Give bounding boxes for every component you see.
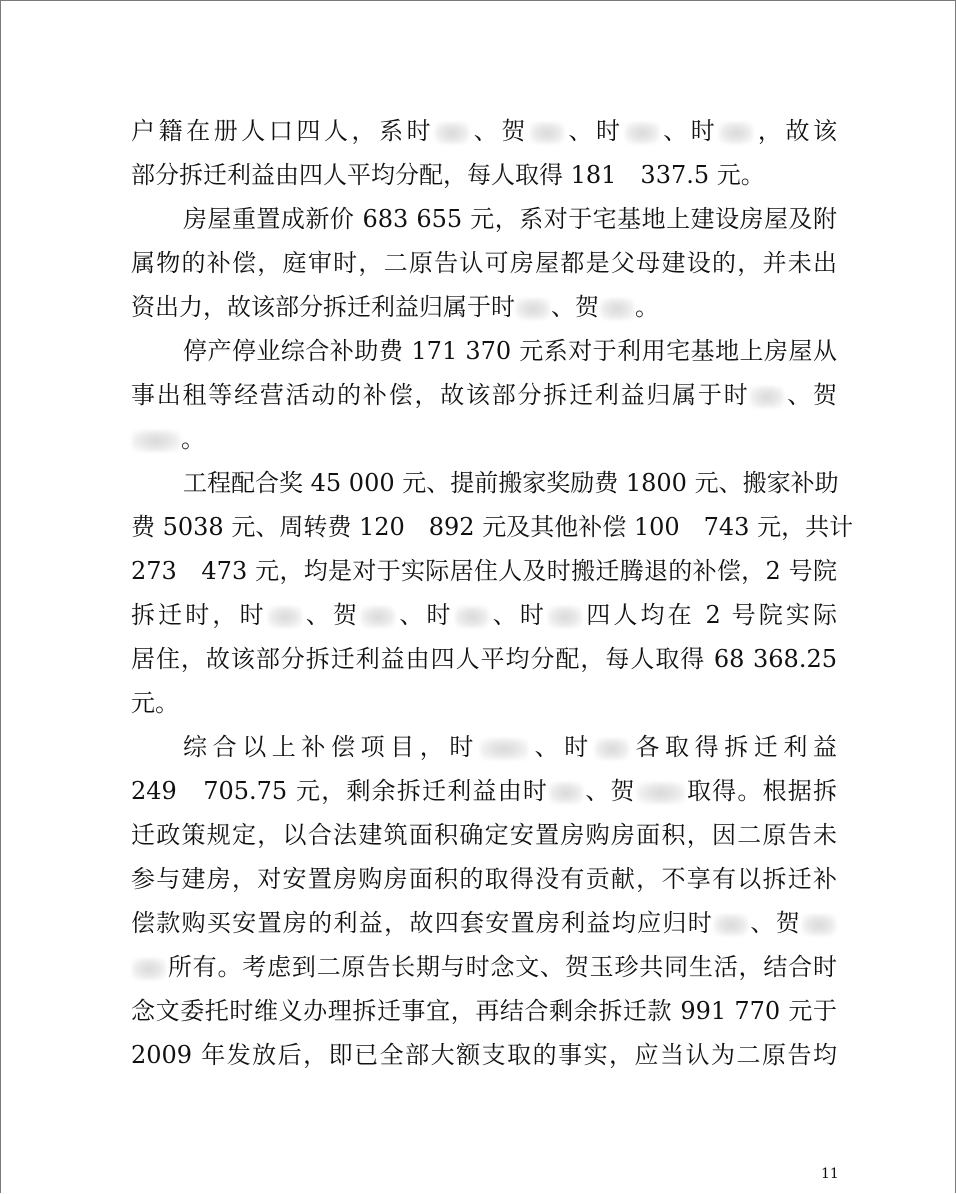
redacted-name bbox=[600, 298, 634, 320]
text-run: 偿款购买安置房的利益，故四套安置房利益均应归时 bbox=[131, 909, 714, 937]
redacted-name bbox=[549, 782, 583, 804]
text-run: 工程配合奖 45 000 元、提前搬家奖励费 1800 元、搬家补助 bbox=[183, 469, 839, 497]
text-line bbox=[131, 593, 837, 637]
redacted-name bbox=[548, 606, 582, 628]
text-run: 部分拆迁利益由四人平均分配，每人取得 181 337.5 元。 bbox=[131, 161, 765, 189]
redacted-name bbox=[802, 914, 836, 936]
text-line bbox=[131, 725, 837, 769]
text-run: 、贺 bbox=[749, 909, 802, 937]
text-run: 。 bbox=[181, 425, 205, 453]
text-run: 、贺 bbox=[470, 117, 529, 145]
redacted-name bbox=[268, 606, 302, 628]
text-line bbox=[131, 197, 837, 241]
text-line bbox=[131, 857, 837, 901]
text-line bbox=[131, 769, 837, 813]
text-run: 属物的补偿，庭审时，二原告认可房屋都是父母建设的，并未出 bbox=[131, 249, 837, 277]
text-run: 资出力，故该部分拆迁利益归属于时 bbox=[131, 293, 515, 321]
text-run: 参与建房，对安置房购房面积的取得没有贡献，不享有以拆迁补 bbox=[131, 865, 837, 893]
redacted-name bbox=[435, 122, 469, 144]
redacted-name bbox=[750, 386, 784, 408]
redacted-name bbox=[516, 298, 550, 320]
text-run: 。 bbox=[635, 293, 659, 321]
text-run: 迁政策规定，以合法建筑面积确定安置房购房面积，因二原告未 bbox=[131, 821, 837, 849]
text-run: 拆迁时，时 bbox=[131, 601, 267, 629]
text-run: 各取得拆迁利益 bbox=[629, 733, 838, 761]
text-run: 元。 bbox=[131, 689, 179, 717]
text-run: 273 473 元，均是对于实际居住人及时搬迁腾退的补偿，2 号院 bbox=[131, 557, 837, 585]
text-line bbox=[131, 109, 837, 153]
text-line bbox=[131, 813, 837, 857]
text-run: 停产停业综合补助费 171 370 元系对于利用宅基地上房屋从 bbox=[183, 337, 837, 365]
text-line bbox=[131, 945, 837, 989]
text-line bbox=[131, 901, 837, 945]
text-line bbox=[131, 461, 837, 505]
body-text bbox=[131, 109, 854, 1077]
text-run: 房屋重置成新价 683 655 元，系对于宅基地上建设房屋及附 bbox=[183, 205, 837, 233]
text-run: 四人均在 2 号院实际 bbox=[583, 601, 838, 629]
text-line bbox=[131, 989, 837, 1033]
text-line bbox=[131, 285, 837, 329]
redacted-name bbox=[719, 122, 753, 144]
text-run: 、时 bbox=[659, 117, 719, 145]
text-run: 居住，故该部分拆迁利益由四人平均分配，每人取得 68 368.25 bbox=[131, 645, 837, 673]
text-run: 事出租等经营活动的补偿，故该部分拆迁利益归属于时 bbox=[131, 381, 750, 409]
redacted-name bbox=[625, 122, 659, 144]
text-line bbox=[131, 637, 837, 681]
text-run: 综合以上补偿项目，时 bbox=[183, 733, 479, 761]
redacted-name bbox=[455, 606, 489, 628]
text-run: 费 5038 元、周转费 120 892 元及其他补偿 100 743 元，共计 bbox=[131, 513, 854, 541]
redacted-name bbox=[637, 782, 685, 804]
text-line bbox=[131, 417, 837, 461]
text-line bbox=[131, 329, 837, 373]
text-line bbox=[131, 681, 837, 725]
text-line bbox=[131, 373, 837, 417]
page-number: 11 bbox=[821, 1166, 839, 1182]
text-run: ，故该 bbox=[754, 117, 838, 145]
redacted-name bbox=[132, 430, 180, 452]
redacted-name bbox=[480, 738, 528, 760]
text-run: 、时 bbox=[564, 117, 624, 145]
redacted-name bbox=[714, 914, 748, 936]
text-line bbox=[131, 549, 837, 593]
redacted-name bbox=[530, 122, 564, 144]
text-line bbox=[131, 505, 854, 549]
text-run: 、贺 bbox=[302, 601, 361, 629]
text-run: 、贺 bbox=[551, 293, 599, 321]
text-line bbox=[131, 241, 837, 285]
text-run: 所有。考虑到二原告长期与时念文、贺玉珍共同生活，结合时 bbox=[167, 953, 837, 981]
text-run: 、时 bbox=[396, 601, 454, 629]
text-line bbox=[131, 1033, 837, 1077]
text-line bbox=[131, 153, 837, 197]
text-run: 249 705.75 元，剩余拆迁利益由时 bbox=[131, 777, 549, 805]
text-run: 户籍在册人口四人，系时 bbox=[131, 117, 435, 145]
text-run: 、时 bbox=[529, 733, 594, 761]
text-run: 念文委托时维义办理拆迁事宜，再结合剩余拆迁款 991 770 元于 bbox=[131, 997, 837, 1025]
redacted-name bbox=[132, 958, 166, 980]
redacted-name bbox=[595, 738, 629, 760]
text-run: 2009 年发放后，即已全部大额支取的事实，应当认为二原告均 bbox=[131, 1041, 837, 1069]
text-run: 取得。根据拆 bbox=[685, 777, 837, 805]
text-run: 、时 bbox=[489, 601, 548, 629]
redacted-name bbox=[361, 606, 395, 628]
text-run: 、贺 bbox=[785, 381, 838, 409]
text-run: 、贺 bbox=[584, 777, 636, 805]
